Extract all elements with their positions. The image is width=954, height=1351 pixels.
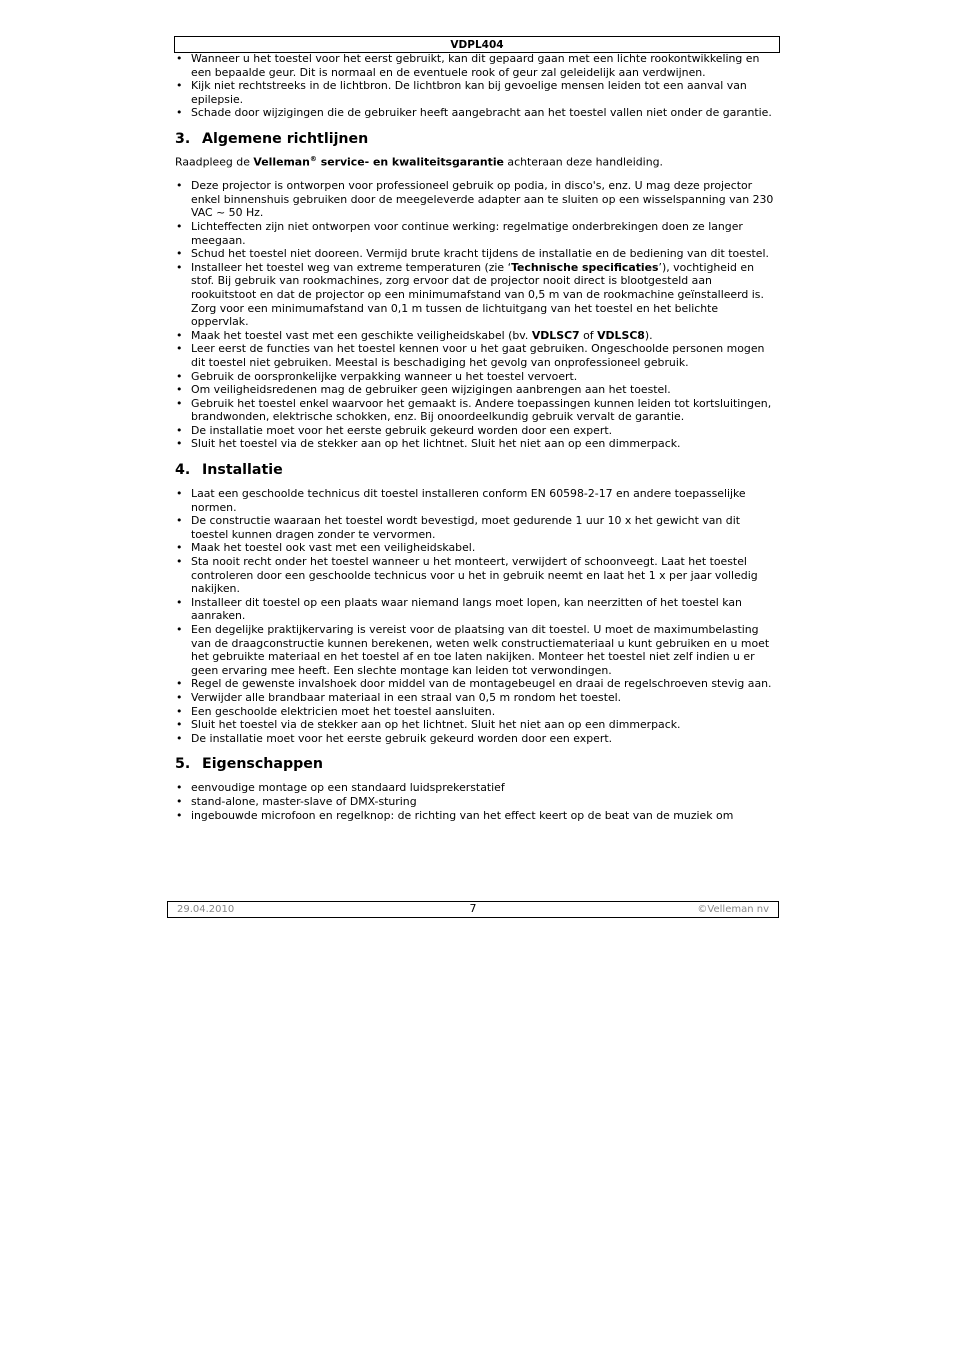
list-item: • Sluit het toestel via de stekker aan op het lichtnet. Sluit het niet aan op een dimmerpack. xyxy=(175,437,779,451)
section-number: 5. xyxy=(175,756,191,773)
section-title: Algemene richtlijnen xyxy=(202,130,369,147)
list-item: • Deze projector is ontworpen voor professioneel gebruik op podia, in disco's, enz. U mag deze projector enkel binnenshuis gebruiken door de meegeleverde adapter aan te sluiten op een wisselspanning van 230 VAC ~ 50 Hz. xyxy=(175,179,779,220)
list-item: • Sluit het toestel via de stekker aan op het lichtnet. Sluit het niet aan op een dimmerpack. xyxy=(175,718,779,732)
list-item: • eenvoudige montage op een standaard luidsprekerstatief xyxy=(175,781,779,795)
section-4-list xyxy=(175,487,779,745)
section-5-heading xyxy=(175,755,779,773)
list-item: • Maak het toestel vast met een geschikte veiligheidskabel (bv. VDLSC7 of VDLSC8). xyxy=(175,329,779,343)
section-5-list xyxy=(175,781,779,822)
list-item: • Leer eerst de functies van het toestel kennen voor u het gaat gebruiken. Ongeschoolde personen mogen dit toestel niet gebruiken. Meestal is beschadiging het gevolg van onprofessioneel gebruik. xyxy=(175,342,779,369)
list-item: • Schade door wijzigingen die de gebruiker heeft aangebracht aan het toestel vallen niet onder de garantie. xyxy=(175,106,779,120)
section-title: Installatie xyxy=(202,462,283,479)
list-item: • Installeer het toestel weg van extreme temperaturen (zie ‘Technische specificaties’), vochtigheid en stof. Bij gebruik van rookmachines, zorg ervoor dat de projector nooit direct is blootgesteld aan rookuitstoot en dat de projector op een minimumafstand van 0,5 m van de rookmachine geïnstalleerd is. Zorg voor een minimumafstand van 0,1 m tussen de lichtuitgang van het toestel en het belichte oppervlak. xyxy=(175,261,779,329)
footer-copyright: ©Velleman nv xyxy=(697,904,769,915)
section-title: Eigenschappen xyxy=(202,756,323,773)
list-item: • Lichteffecten zijn niet ontworpen voor continue werking: regelmatige onderbrekingen doen ze langer meegaan. xyxy=(175,220,779,247)
page-content xyxy=(175,52,779,822)
footer-date: 29.04.2010 xyxy=(177,904,235,915)
list-item: • Om veiligheidsredenen mag de gebruiker geen wijzigingen aanbrengen aan het toestel. xyxy=(175,383,779,397)
list-item: • Sta nooit recht onder het toestel wanneer u het monteert, verwijdert of schoonveegt. Laat het toestel controleren door een geschoolde technicus voor u het in gebruik neemt en laat het 1 x per jaar volledig nakijken. xyxy=(175,555,779,596)
list-item: • De installatie moet voor het eerste gebruik gekeurd worden door een expert. xyxy=(175,424,779,438)
intro-list xyxy=(175,52,779,120)
list-item: • Kijk niet rechtstreeks in de lichtbron. De lichtbron kan bij gevoelige mensen leiden tot een aanval van epilepsie. xyxy=(175,79,779,106)
list-item: • Regel de gewenste invalshoek door middel van de montagebeugel en draai de regelschroeven stevig aan. xyxy=(175,677,779,691)
list-item: • Wanneer u het toestel voor het eerst gebruikt, kan dit gepaard gaan met een lichte rookontwikkeling en een bepaalde geur. Dit is normaal en de eventuele rook of geur zal geleidelijk aan verdwijnen. xyxy=(175,52,779,79)
list-item: • stand-alone, master-slave of DMX-sturing xyxy=(175,795,779,809)
list-item: • ingebouwde microfoon en regelknop: de richting van het effect keert op de beat van de muziek om xyxy=(175,809,779,823)
section-4-heading xyxy=(175,461,779,479)
section-number: 3. xyxy=(175,130,191,147)
section-3-list xyxy=(175,179,779,451)
page-number: 7 xyxy=(469,902,477,915)
list-item: • Gebruik het toestel enkel waarvoor het gemaakt is. Andere toepassingen kunnen leiden tot kortsluitingen, brandwonden, elektrische schokken, enz. Bij onoordeelkundig gebruik vervalt de garantie. xyxy=(175,397,779,424)
section-3-heading xyxy=(175,130,779,148)
list-item: • Schud het toestel niet dooreen. Vermijd brute kracht tijdens de installatie en de bediening van dit toestel. xyxy=(175,247,779,261)
list-item: • Verwijder alle brandbaar materiaal in een straal van 0,5 m rondom het toestel. xyxy=(175,691,779,705)
list-item: • De installatie moet voor het eerste gebruik gekeurd worden door een expert. xyxy=(175,732,779,746)
list-item: • Installeer dit toestel op een plaats waar niemand langs moet lopen, kan neerzitten of het toestel kan aanraken. xyxy=(175,596,779,623)
list-item: • Gebruik de oorspronkelijke verpakking wanneer u het toestel vervoert. xyxy=(175,370,779,384)
list-item: • Maak het toestel ook vast met een veiligheidskabel. xyxy=(175,541,779,555)
header-model: VDPL404 xyxy=(174,36,780,53)
list-item: • Een degelijke praktijkervaring is vereist voor de plaatsing van dit toestel. U moet de maximumbelasting van de draagconstructie kunnen berekenen, weten welk constructiemateriaal u kunt gebruiken en u moet het gebruikte materiaal en het toestel af en toe laten nakijken. Monteer het toestel niet zelf indien u er geen ervaring mee heeft. Een slechte montage kan leiden tot verwondingen. xyxy=(175,623,779,677)
section-3-intro: Raadpleeg de Velleman® service- en kwaliteitsgarantie achteraan deze handleiding. xyxy=(175,154,663,169)
section-number: 4. xyxy=(175,462,191,479)
page-footer xyxy=(167,901,779,918)
list-item: • Laat een geschoolde technicus dit toestel installeren conform EN 60598-2-17 en andere toepasselijke normen. xyxy=(175,487,779,514)
list-item: • De constructie waaraan het toestel wordt bevestigd, moet gedurende 1 uur 10 x het gewicht van dit toestel kunnen dragen zonder te vervormen. xyxy=(175,514,779,541)
list-item: • Een geschoolde elektricien moet het toestel aansluiten. xyxy=(175,705,779,719)
